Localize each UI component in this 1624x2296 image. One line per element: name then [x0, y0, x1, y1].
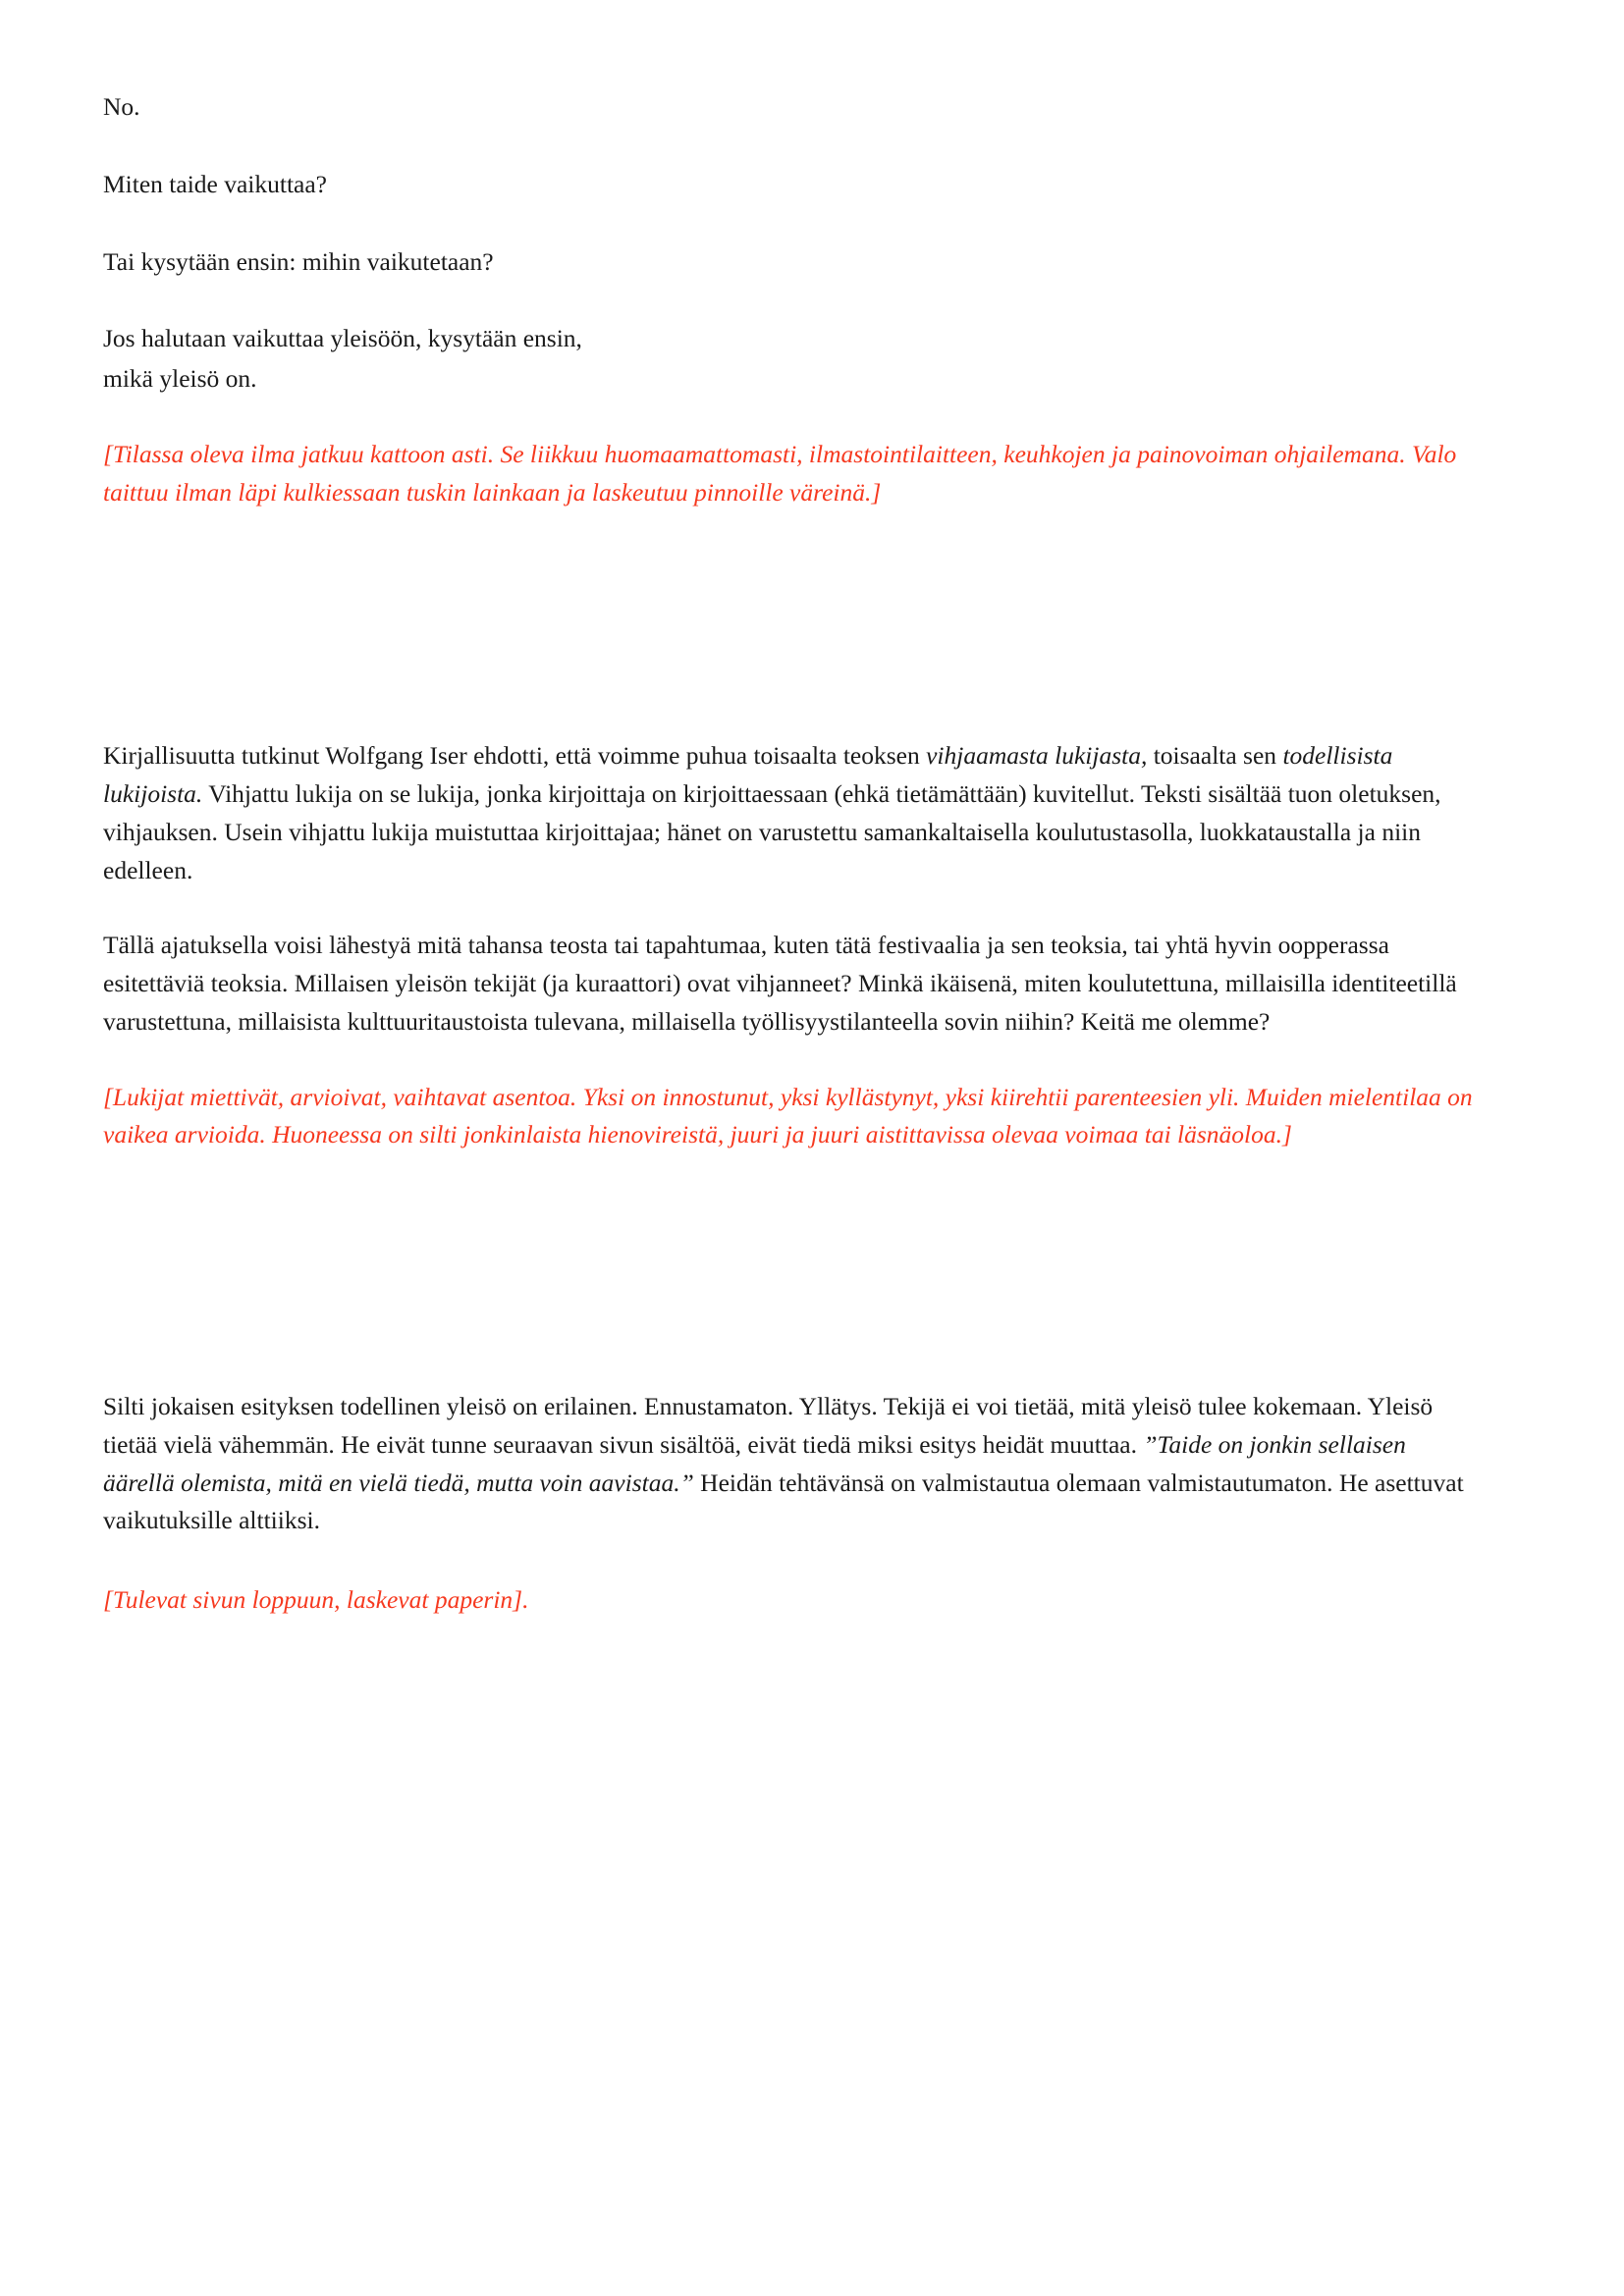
parenthetical-readers: [Lukijat miettivät, arvioivat, vaihtavat asentoa. Yksi on innostunut, yksi kyllästynyt, yksi kiirehtii parenteesien yli. Muiden mielentilaa on vaikea arvioida. Huoneessa on silti jonkinlaista hienovireistä, juuri ja juuri aistittavissa olevaa voimaa tai läsnäoloa.]	[103, 1082, 1473, 1149]
section-spacer-1	[103, 511, 1478, 737]
spacer	[103, 127, 1478, 166]
text-segment-italic: todellisista lukijoista.	[103, 741, 1393, 808]
paragraph-festival: Tällä ajatuksella voisi lähestyä mitä tahansa teosta tai tapahtumaa, kuten tätä festivaalia ja sen teoksia, tai yhtä hyvin oopperassa esitettäviä teoksia. Millaisen yleisön tekijät (ja kuraattori) ovat vihjanneet? Minkä ikäisenä, miten koulutettuna, millaisilla identiteetillä varustettuna, millaisista kulttuuritaustoista tulevana, millaisella työllisyystilanteella sovin niihin? Keitä me olemme?	[103, 931, 1457, 1036]
section-spacer-2	[103, 1154, 1478, 1388]
spacer	[103, 399, 1478, 436]
quotation: ”Taide on jonkin sellaisen äärellä olemista, mitä en vielä tiedä, mutta voin aavistaa.”	[103, 1429, 1406, 1497]
paragraph-iser	[103, 737, 1478, 889]
spacer	[103, 1041, 1478, 1079]
paragraph-audience-line-1: Jos halutaan vaikuttaa yleisöön, kysytään ensin,	[103, 324, 582, 353]
text-segment: Vihjattu lukija on se lukija, jonka kirjoittaja on kirjoittaessaan (ehkä tietämättään) kuvitellut. Teksti sisältää tuon oletuksen, vihjauksen. Usein vihjattu lukija muistuttaa kirjoittajaa; hänet on varustettu samankaltaisella koulutustasolla, luokkataustalla ja niin edelleen.	[103, 779, 1441, 884]
document-body	[103, 88, 1478, 1620]
spacer	[103, 204, 1478, 243]
paragraph-audience-line-2: mikä yleisö on.	[103, 364, 257, 393]
spacer	[103, 281, 1478, 320]
paragraph-real-audience	[103, 1388, 1478, 1540]
paragraph-question-2: Tai kysytään ensin: mihin vaikutetaan?	[103, 246, 494, 276]
spacer	[103, 889, 1478, 927]
paragraph-no: No.	[103, 92, 140, 121]
text-segment: Kirjallisuutta tutkinut Wolfgang Iser ehdotti, että voimme puhua toisaalta teoksen	[103, 741, 927, 771]
spacer	[103, 1540, 1478, 1581]
text-segment: toisaalta sen	[1147, 741, 1283, 771]
text-segment: Heidän tehtävänsä on valmistautua olemaan valmistautumaton. He asettuvat vaikutuksille alttiiksi.	[103, 1468, 1464, 1535]
parenthetical-end: [Tulevat sivun loppuun, laskevat paperin].	[103, 1585, 529, 1614]
parenthetical-air: [Tilassa oleva ilma jatkuu kattoon asti. Se liikkuu huomaamattomasti, ilmastointilaitteen, keuhkojen ja painovoiman ohjailemana. Valo taittuu ilman läpi kulkiessaan tuskin lainkaan ja laskeutuu pinnoille väreinä.]	[103, 439, 1457, 507]
paragraph-question-1: Miten taide vaikuttaa?	[103, 169, 327, 198]
text-segment-italic: vihjaamasta lukijasta,	[926, 741, 1148, 771]
text-segment: Silti jokaisen esityksen todellinen yleisö on erilainen. Ennustamaton. Yllätys. Tekijä ei voi tietää, mitä yleisö tulee kokemaan. Yleisö tietää vielä vähemmän. He eivät tunne seuraavan sivun sisältöä, eivät tiedä miksi esitys heidät muuttaa.	[103, 1392, 1434, 1459]
